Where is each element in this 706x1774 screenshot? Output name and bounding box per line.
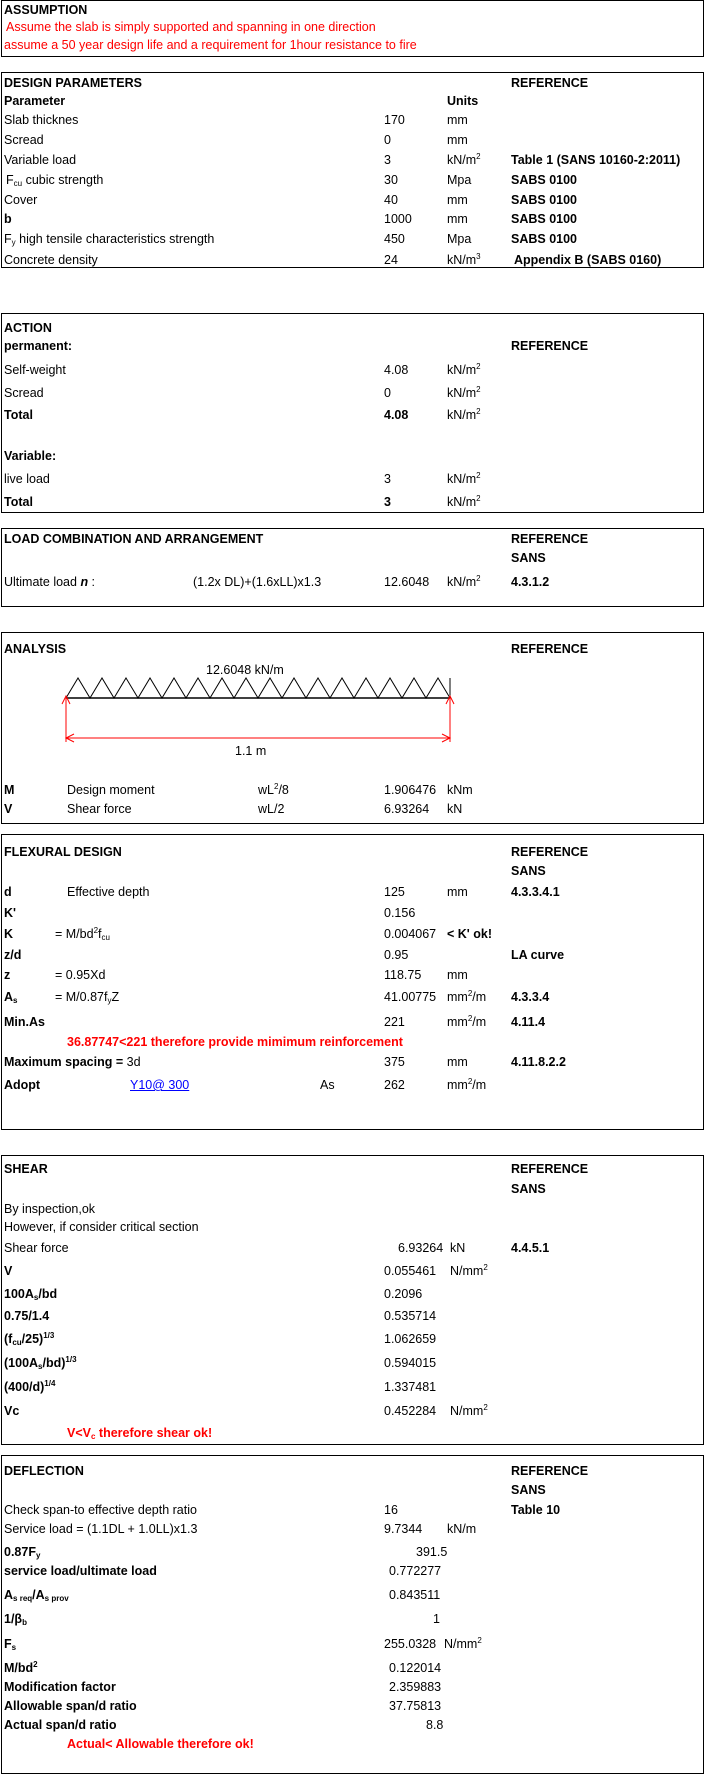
left-reaction-arrow bbox=[62, 696, 70, 742]
shear-symbol: Vc bbox=[4, 1404, 20, 1418]
design-title: DESIGN PARAMETERS bbox=[4, 76, 142, 90]
load-title: LOAD COMBINATION AND ARRANGEMENT bbox=[4, 532, 264, 546]
flexural-value: 221 bbox=[384, 1015, 405, 1029]
param-unit: mm bbox=[447, 212, 468, 226]
param-ref: Appendix B (SABS 0160) bbox=[514, 253, 662, 267]
shear-ok-note: $V<V_c$ therefore shear ok! bbox=[67, 1426, 213, 1441]
shear-symbol: $(400/d)^{1/4}$ bbox=[4, 1379, 56, 1394]
parameter-header: Parameter bbox=[4, 94, 66, 108]
deflection-label: $M/bd^2$ bbox=[4, 1660, 38, 1675]
action-total-label: Total bbox=[4, 408, 33, 422]
param-label: Concrete density bbox=[4, 253, 98, 267]
shear-value: 0.535714 bbox=[384, 1309, 437, 1323]
deflection-ok-note: Actual< Allowable therefore ok! bbox=[67, 1737, 254, 1751]
deflection-label: Service load = (1.1DL + 1.0LL)x1.3 bbox=[4, 1522, 198, 1536]
flexural-value: 0.95 bbox=[384, 948, 409, 962]
flexural-unit: $mm^2/m$ bbox=[447, 1014, 487, 1029]
analysis-label: Shear force bbox=[67, 802, 132, 816]
deflection-label: Actual span/d ratio bbox=[4, 1718, 117, 1732]
deflection-title: DEFLECTION bbox=[4, 1464, 84, 1478]
param-value: 3 bbox=[384, 153, 391, 167]
deflection-reference-header: REFERENCE bbox=[511, 1464, 589, 1478]
flexural-title: FLEXURAL DESIGN bbox=[4, 845, 122, 859]
adopt-label: Adopt bbox=[4, 1078, 41, 1092]
deflection-label: service load/ultimate load bbox=[4, 1564, 157, 1578]
param-unit: Mpa bbox=[447, 232, 472, 246]
deflection-sans-label: SANS bbox=[511, 1483, 546, 1497]
flexural-ref: 4.3.3.4 bbox=[511, 990, 550, 1004]
param-label: Variable load bbox=[4, 153, 77, 167]
flexural-ref: 4.3.3.4.1 bbox=[511, 885, 560, 899]
flexural-reference-header: REFERENCE bbox=[511, 845, 589, 859]
analysis-label: Design moment bbox=[67, 783, 155, 797]
shear-force-label: Shear force bbox=[4, 1241, 69, 1255]
ultimate-load-ref: 4.3.1.2 bbox=[511, 575, 550, 589]
flexural-symbol: K bbox=[4, 927, 14, 941]
span-label: 1.1 m bbox=[235, 744, 267, 758]
action-label: Scread bbox=[4, 386, 44, 400]
ultimate-load-unit: $kN/m^2$ bbox=[447, 574, 481, 589]
right-reaction-arrow bbox=[446, 696, 454, 742]
analysis-formula: $wL^2/8$ bbox=[258, 782, 289, 797]
flexural-symbol: z/d bbox=[4, 948, 22, 962]
param-ref: SABS 0100 bbox=[511, 173, 578, 187]
k-check: < K' ok! bbox=[447, 927, 492, 941]
shear-value: 0.452284 bbox=[384, 1404, 437, 1418]
flexural-symbol: z bbox=[4, 968, 11, 982]
distributed-load-label: 12.6048 kN/m bbox=[206, 663, 284, 677]
analysis-reference-header: REFERENCE bbox=[511, 642, 589, 656]
param-unit: mm bbox=[447, 133, 468, 147]
ultimate-load-formula: (1.2x DL)+(1.6xLL)x1.3 bbox=[193, 575, 322, 589]
deflection-label: $0.87F_y$ bbox=[4, 1545, 41, 1560]
action-value: 0 bbox=[384, 386, 391, 400]
param-unit: $kN/m^2$ bbox=[447, 152, 481, 167]
param-value: 30 bbox=[384, 173, 398, 187]
deflection-label: $A_{s req}/A_{s prov}$ bbox=[4, 1588, 69, 1603]
flexural-value: 262 bbox=[384, 1078, 405, 1092]
shear-value: 0.2096 bbox=[384, 1287, 423, 1301]
analysis-title: ANALYSIS bbox=[4, 642, 67, 656]
param-ref: Table 1 (SANS 10160-2:2011) bbox=[511, 153, 681, 167]
flexural-ref: 4.11.8.2.2 bbox=[511, 1055, 566, 1069]
flexural-sans-label: SANS bbox=[511, 864, 546, 878]
shear-symbol: $(f_{cu}/25)^{1/3}$ bbox=[4, 1331, 55, 1347]
deflection-value: 0.843511 bbox=[389, 1588, 441, 1602]
min-reinforcement-note: 36.87747<221 therefore provide mimimum reinforcement bbox=[67, 1035, 403, 1049]
action-unit: $kN/m^2$ bbox=[447, 385, 481, 400]
assumption-line-2: assume a 50 year design life and a requirement for 1hour resistance to fire bbox=[4, 38, 417, 52]
action-section bbox=[1, 313, 704, 513]
critical-section-text: However, if consider critical section bbox=[4, 1220, 199, 1234]
analysis-formula: wL/2 bbox=[258, 802, 285, 816]
action-unit: $kN/m^2$ bbox=[447, 362, 481, 377]
flexural-label: Effective depth bbox=[67, 885, 150, 899]
deflection-value: 1 bbox=[433, 1612, 440, 1626]
action-title: ACTION bbox=[4, 321, 52, 335]
analysis-symbol: M bbox=[4, 783, 15, 797]
shear-value: 1.062659 bbox=[384, 1332, 437, 1346]
param-ref: SABS 0100 bbox=[511, 232, 578, 246]
deflection-label: Allowable span/d ratio bbox=[4, 1699, 137, 1713]
inspection-text: By inspection,ok bbox=[4, 1202, 96, 1216]
deflection-value: 0.772277 bbox=[389, 1564, 442, 1578]
param-value: 450 bbox=[384, 232, 405, 246]
flexural-value: 118.75 bbox=[384, 968, 422, 982]
shear-section bbox=[1, 1155, 704, 1445]
deflection-value: 8.8 bbox=[426, 1718, 444, 1732]
deflection-unit: kN/m bbox=[447, 1522, 477, 1536]
param-unit: mm bbox=[447, 193, 468, 207]
flexural-ref: 4.11.4 bbox=[511, 1015, 546, 1029]
param-value: 1000 bbox=[384, 212, 412, 226]
load-sans-label: SANS bbox=[511, 551, 546, 565]
flexural-value: 375 bbox=[384, 1055, 405, 1069]
shear-reference-header: REFERENCE bbox=[511, 1162, 589, 1176]
flexural-unit: $mm^2/m$ bbox=[447, 1077, 487, 1092]
span-dimension-arrow bbox=[66, 734, 450, 742]
shear-ref: 4.4.5.1 bbox=[511, 1241, 550, 1255]
deflection-unit: $N/mm^2$ bbox=[444, 1636, 482, 1651]
analysis-symbol: V bbox=[4, 802, 13, 816]
adopt-bar-link[interactable]: Y10@ 300 bbox=[130, 1078, 190, 1092]
flexural-value: 41.00775 bbox=[384, 990, 437, 1004]
action-label: Self-weight bbox=[4, 363, 66, 377]
deflection-value: 37.75813 bbox=[389, 1699, 442, 1713]
param-label: $F_{cu}$ cubic strength bbox=[6, 173, 104, 188]
flexural-unit: $mm^2/m$ bbox=[447, 989, 487, 1004]
shear-symbol: $(100A_s/bd)^{1/3}$ bbox=[4, 1355, 77, 1371]
deflection-value: 255.0328 bbox=[384, 1637, 437, 1651]
action-unit: $kN/m^2$ bbox=[447, 494, 481, 509]
param-label: Slab thicknes bbox=[4, 113, 79, 127]
assumption-title: ASSUMPTION bbox=[4, 3, 88, 17]
param-value: 170 bbox=[384, 113, 405, 127]
param-unit: mm bbox=[447, 113, 468, 127]
action-reference-header: REFERENCE bbox=[511, 339, 589, 353]
flexural-symbol: d bbox=[4, 885, 12, 899]
analysis-value: 6.93264 bbox=[384, 802, 430, 816]
analysis-unit: kN bbox=[447, 802, 463, 816]
flexural-value: 0.156 bbox=[384, 906, 416, 920]
action-value: 4.08 bbox=[384, 363, 409, 377]
shear-value: 6.93264 bbox=[398, 1241, 444, 1255]
action-total-label: Total bbox=[4, 495, 33, 509]
action-label: live load bbox=[4, 472, 50, 486]
beam-diagram bbox=[60, 672, 460, 752]
deflection-label: Modification factor bbox=[4, 1680, 116, 1694]
permanent-label: permanent: bbox=[4, 339, 73, 353]
flexural-value: 0.004067 bbox=[384, 927, 437, 941]
load-reference-header: REFERENCE bbox=[511, 532, 589, 546]
deflection-value: 16 bbox=[384, 1503, 398, 1517]
analysis-value: 1.906476 bbox=[384, 783, 437, 797]
flexural-formula: = $M/bd^2f_{cu}$ bbox=[55, 926, 110, 942]
min-as-label: Min.As bbox=[4, 1015, 45, 1029]
shear-sans-label: SANS bbox=[511, 1182, 546, 1196]
deflection-label: $1/\beta_b$ bbox=[4, 1612, 27, 1627]
ultimate-load-label: Ultimate load n : bbox=[4, 575, 96, 589]
param-value: 40 bbox=[384, 193, 398, 207]
variable-label: Variable: bbox=[4, 449, 57, 463]
deflection-value: 2.359883 bbox=[389, 1680, 442, 1694]
analysis-unit: kNm bbox=[447, 783, 473, 797]
deflection-value: 0.122014 bbox=[389, 1661, 442, 1675]
flexural-unit: mm bbox=[447, 968, 468, 982]
action-total-value: 4.08 bbox=[384, 408, 409, 422]
deflection-value: 391.5 bbox=[416, 1545, 448, 1559]
design-reference-header: REFERENCE bbox=[511, 76, 589, 90]
deflection-label: Check span-to effective depth ratio bbox=[4, 1503, 197, 1517]
deflection-ref: Table 10 bbox=[511, 1503, 561, 1517]
param-label: b bbox=[4, 212, 12, 226]
flexural-formula: = 0.95Xd bbox=[55, 968, 106, 982]
param-label: Scread bbox=[4, 133, 44, 147]
shear-value: 0.055461 bbox=[384, 1264, 437, 1278]
shear-unit: $N/mm^2$ bbox=[450, 1263, 488, 1278]
assumption-line-1: Assume the slab is simply supported and spanning in one direction bbox=[6, 20, 376, 34]
param-value: 24 bbox=[384, 253, 398, 267]
flexural-unit: mm bbox=[447, 885, 468, 899]
units-header: Units bbox=[447, 94, 479, 108]
shear-symbol: $100A_s/bd$ bbox=[4, 1287, 58, 1302]
shear-value: 0.594015 bbox=[384, 1356, 437, 1370]
flexural-formula: = $M/0.87f_yZ$ bbox=[55, 990, 120, 1005]
flexural-symbol: $A_s$ bbox=[4, 990, 18, 1005]
shear-unit: kN bbox=[450, 1241, 466, 1255]
shear-title: SHEAR bbox=[4, 1162, 48, 1176]
param-value: 0 bbox=[384, 133, 391, 147]
param-unit: Mpa bbox=[447, 173, 472, 187]
flexural-symbol: K' bbox=[4, 906, 16, 920]
action-unit: $kN/m^2$ bbox=[447, 471, 481, 486]
adopt-as-label: As bbox=[320, 1078, 335, 1092]
flexural-value: 125 bbox=[384, 885, 405, 899]
distributed-load-zigzag bbox=[66, 678, 450, 698]
action-total-value: 3 bbox=[384, 495, 391, 509]
param-unit: $kN/m^3$ bbox=[447, 252, 481, 267]
flexural-design-section bbox=[1, 834, 704, 1130]
shear-symbol: 0.75/1.4 bbox=[4, 1309, 50, 1323]
deflection-label: $F_s$ bbox=[4, 1637, 17, 1652]
action-unit: $kN/m^2$ bbox=[447, 407, 481, 422]
flexural-unit: mm bbox=[447, 1055, 468, 1069]
shear-symbol: V bbox=[4, 1264, 13, 1278]
ultimate-load-value: 12.6048 bbox=[384, 575, 430, 589]
param-ref: SABS 0100 bbox=[511, 193, 578, 207]
param-label: $F_y$ high tensile characteristics strength bbox=[4, 232, 215, 247]
param-ref: SABS 0100 bbox=[511, 212, 578, 226]
deflection-value: 9.7344 bbox=[384, 1522, 423, 1536]
shear-unit: $N/mm^2$ bbox=[450, 1403, 488, 1418]
action-value: 3 bbox=[384, 472, 391, 486]
max-spacing-label: Maximum spacing = 3d bbox=[4, 1055, 141, 1069]
flexural-ref: LA curve bbox=[511, 948, 565, 962]
param-label: Cover bbox=[4, 193, 38, 207]
shear-value: 1.337481 bbox=[384, 1380, 437, 1394]
